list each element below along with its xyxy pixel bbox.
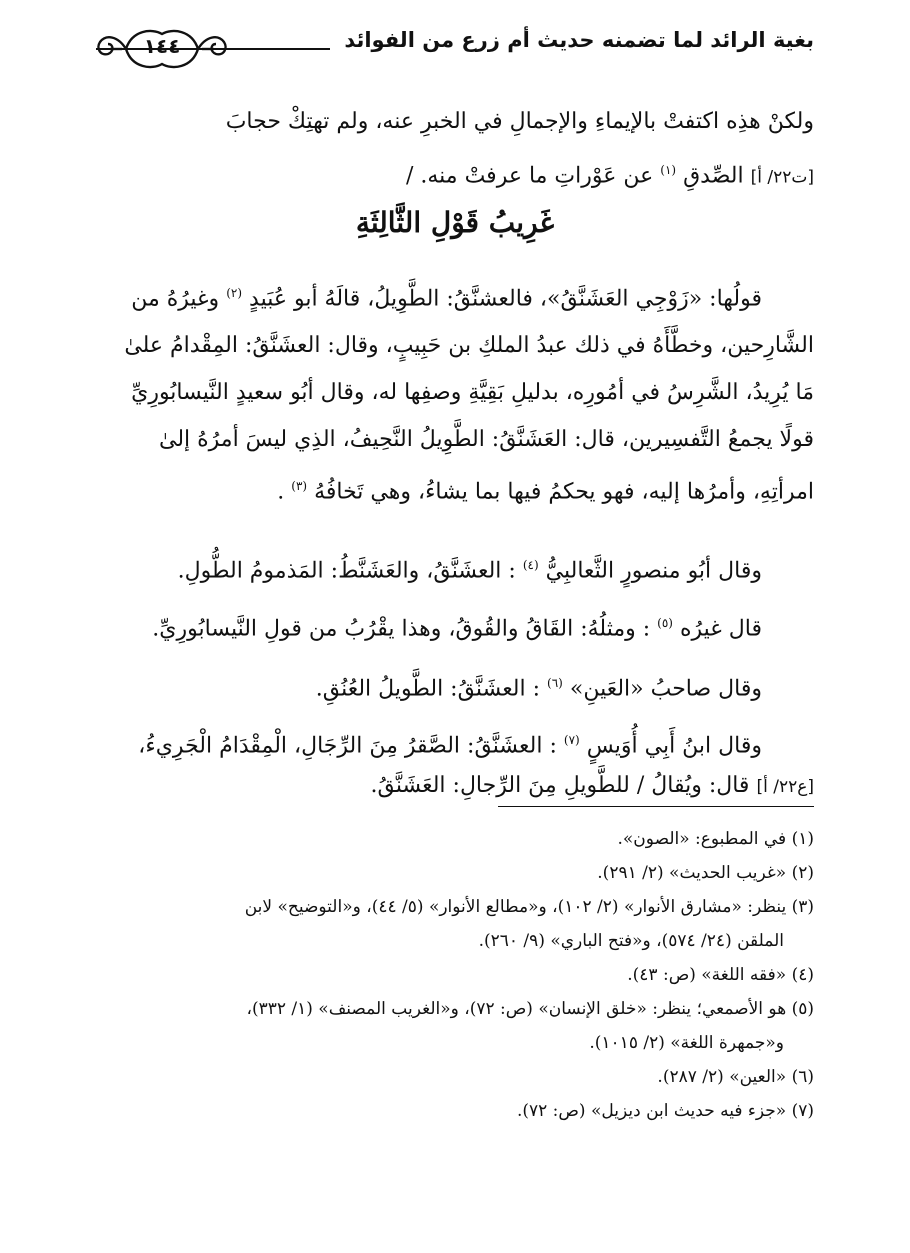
para5-line-2: قال: ويُقالُ / للطَّويلِ مِنَ الرِّجالِ: العَشَنَّقُ. — [370, 773, 750, 799]
page-number-ornament — [92, 22, 232, 76]
paragraph-2 — [96, 542, 814, 594]
manuscript-ref-marker: [ت٢٢/ أ] — [750, 167, 814, 188]
page-header — [96, 22, 814, 76]
book-title: بغية الرائد لما تضمنه حديث أم زرع من الفوائد — [330, 28, 814, 52]
text-line — [96, 416, 814, 463]
text-line — [96, 766, 814, 807]
text-line — [96, 322, 814, 369]
text-line — [96, 660, 814, 712]
para5-rest: : العشَنَّقُ: الصَّقرُ مِنَ الرِّجَالِ، الْمِقْدَامُ الْجَرِيءُ، — [138, 733, 557, 759]
footnotes — [96, 822, 814, 1128]
intro-line-2-rest: عن عَوْراتِ ما عرفتْ منه. / — [405, 163, 654, 189]
footnote: (٣) ينظر: «مشارق الأنوار» (٢/ ١٠٢)، و«مطالع الأنوار» (٥/ ٤٤)، و«التوضيح» لابن — [244, 897, 814, 917]
para1-line-2: الشَّارِحين، وخطَّأَهُ في ذلك عبدُ الملكِ بن حَبِيبٍ، وقال: العشَنَّقُ: المِقْدامُ علىٰ — [124, 333, 814, 359]
para1-line-5-end: . — [277, 479, 285, 505]
text-line — [96, 463, 814, 515]
footnote: (٦) «العين» (٢/ ٢٨٧). — [657, 1067, 814, 1087]
text-line — [96, 542, 814, 594]
paragraph-5 — [96, 720, 814, 807]
para3-rest: : ومثلُهُ: القَاقُ والقُوقُ، وهذا يقْرُبُ من قولِ النَّيسابُورِيِّ. — [152, 616, 651, 642]
intro-line-1: ولكنْ هذِه اكتفتْ بالإيماءِ والإجمالِ في الخبرِ عنه، ولم تهتِكْ حجابَ — [225, 109, 814, 134]
page-number: ١٤٤ — [143, 34, 181, 58]
text-line — [96, 98, 814, 146]
para1-line-4: قولًا يجمعُ التَّفسِيرين، قال: العَشَنَّقُ: الطَّوِيلُ النَّحِيفُ، الذِي ليسَ أمرُهُ إلىٰ — [158, 427, 814, 453]
text-line — [96, 146, 814, 201]
para3-text: قال غيرُه — [679, 616, 762, 642]
para1-line-3: مَا يُرِيدُ، الشَّرِسُ في أمُورِه، بدليلِ بَقِيَّةِ وصفِها له، وقال أبُو سعيدٍ النَّيسابُورِيِّ — [131, 380, 814, 406]
footnote-ref: (٢) — [226, 286, 243, 300]
para1-line-5: امرأتِهِ، وأمرُها إليه، فهو يحكمُ فيها بما يشاءُ، وهي تَخافُهُ — [314, 479, 814, 505]
footnote: (٧) «جزء فيه حديث ابن ديزيل» (ص: ٧٢). — [516, 1101, 814, 1121]
intro-line-2: الصِّدقِ — [683, 163, 744, 189]
footnote-continuation: و«جمهرة اللغة» (٢/ ١٠١٥). — [589, 1033, 784, 1053]
footnote-separator — [498, 806, 814, 807]
footnote-ref: (٤) — [522, 558, 539, 572]
manuscript-ref-marker: [ع٢٢/ أ] — [756, 777, 814, 798]
para2-text: وقال أبُو منصورٍ الثَّعالبِيُّ — [545, 558, 762, 584]
paragraph-3 — [96, 600, 814, 652]
text-line — [96, 720, 814, 766]
footnote-continuation: الملقن (٢٤/ ٥٧٤)، و«فتح الباري» (٩/ ٢٦٠). — [478, 931, 784, 951]
para1-line-1-end: وغيرُهُ من — [131, 286, 220, 312]
intro-paragraph — [96, 98, 814, 201]
footnote: (٢) «غريب الحديث» (٢/ ٢٩١). — [597, 863, 814, 883]
footnote: (١) في المطبوع: «الصون». — [617, 829, 814, 849]
footnote-ref: (٣) — [291, 479, 308, 494]
footnote-ref: (٥) — [657, 616, 673, 630]
para4-text: وقال صاحبُ «العَينِ» — [569, 676, 762, 702]
section-heading: غَرِيبُ قَوْلِ الثَّالِثَةِ — [355, 206, 555, 239]
paragraph-1 — [96, 270, 814, 516]
footnote-ref: (٧) — [563, 733, 580, 747]
footnote: (٤) «فقه اللغة» (ص: ٤٣). — [627, 965, 814, 985]
footnote-ref: (٦) — [547, 676, 563, 690]
para1-line-1: قولُها: «زَوْجِي العَشَنَّقُ»، فالعشنَّقُ: الطَّوِيلُ، قالَهُ أبو عُبَيدٍ — [249, 286, 762, 312]
text-line — [96, 600, 814, 652]
para4-rest: : العشَنَّقُ: الطَّويلُ العُنُقِ. — [315, 676, 541, 702]
text-line — [96, 369, 814, 416]
para2-rest: : العشَنَّقُ، والعَشَنَّطُ: المَذمومُ الطُّولِ. — [177, 558, 516, 584]
paragraph-4 — [96, 660, 814, 712]
footnote-ref: (١) — [660, 163, 677, 177]
text-line — [96, 270, 814, 322]
para5-text: وقال ابنُ أَبِي أُوَيسٍ — [586, 733, 762, 759]
footnote: (٥) هو الأصمعي؛ ينظر: «خلق الإنسان» (ص: ٧٢)، و«الغريب المصنف» (١/ ٣٣٢)، — [246, 999, 814, 1019]
